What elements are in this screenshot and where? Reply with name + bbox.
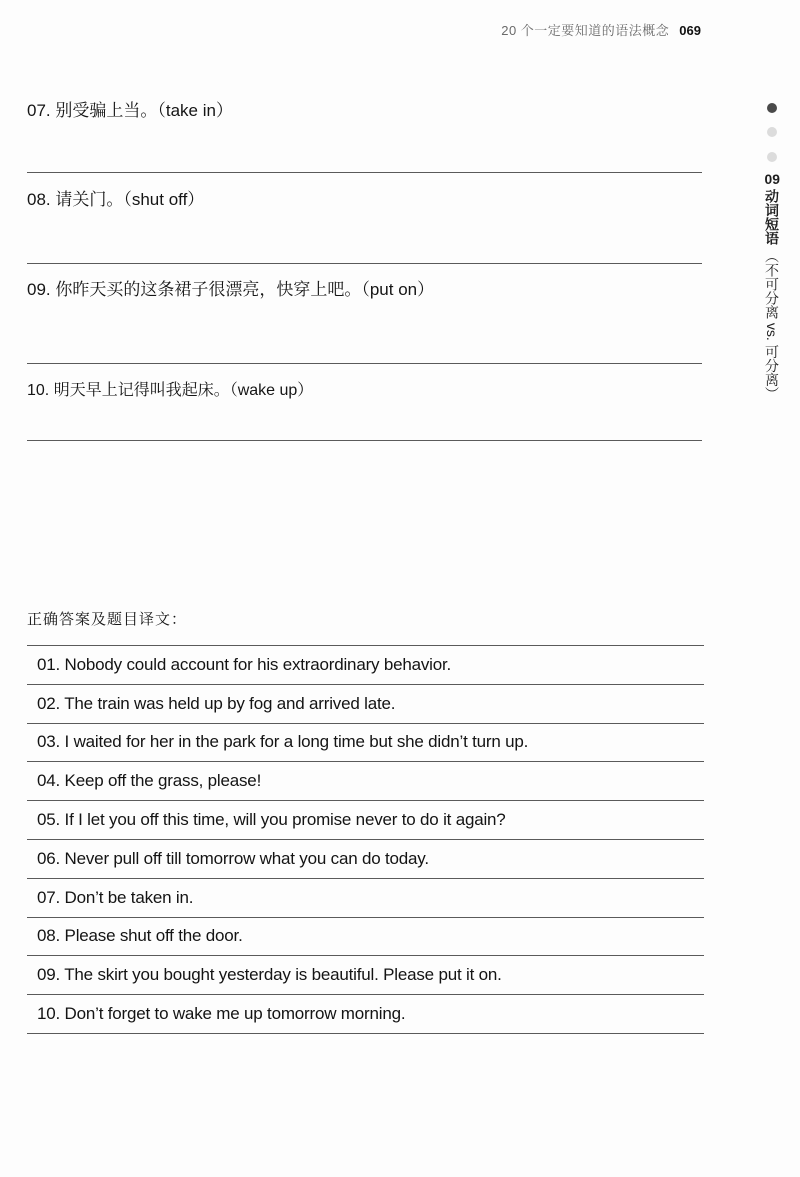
answer-writing-line — [27, 172, 702, 173]
page-number: 069 — [679, 23, 701, 38]
answer-writing-line — [27, 263, 702, 264]
answer-writing-line — [27, 440, 702, 441]
chapter-tab-subtitle: （不可分离 vs. 可分离） — [764, 249, 780, 401]
chapter-number: 09 — [764, 172, 780, 186]
chapter-tab-title: 动词短语 — [764, 189, 780, 245]
chapter-indicator-dot — [767, 152, 777, 162]
question-08: 08. 请关门。（shut off） — [27, 190, 205, 209]
question-10: 10. 明天早上记得叫我起床。（wake up） — [27, 382, 314, 399]
answers-list — [27, 645, 704, 1034]
answer-writing-line — [27, 363, 702, 364]
side-chapter-tab — [762, 172, 782, 401]
chapter-title: 20 个一定要知道的语法概念 — [501, 23, 670, 38]
answer-item: 10. Don’t forget to wake me up tomorrow morning. — [27, 995, 704, 1034]
chapter-indicator-dot — [767, 127, 777, 137]
answer-item: 07. Don’t be taken in. — [27, 879, 704, 918]
chapter-indicator-dot — [767, 103, 777, 113]
answer-item: 09. The skirt you bought yesterday is beautiful. Please put it on. — [27, 956, 704, 995]
answer-item: 04. Keep off the grass, please! — [27, 762, 704, 801]
answer-item: 02. The train was held up by fog and arrived late. — [27, 685, 704, 724]
answer-item: 05. If I let you off this time, will you promise never to do it again? — [27, 801, 704, 840]
question-09: 09. 你昨天买的这条裙子很漂亮，快穿上吧。（put on） — [27, 280, 435, 299]
answer-item: 08. Please shut off the door. — [27, 918, 704, 957]
answer-item: 06. Never pull off till tomorrow what you can do today. — [27, 840, 704, 879]
answers-heading: 正确答案及题目译文： — [27, 611, 188, 628]
running-header — [501, 22, 701, 40]
question-07: 07. 别受骗上当。（take in） — [27, 101, 233, 120]
answer-item: 01. Nobody could account for his extraordinary behavior. — [27, 646, 704, 685]
answer-item: 03. I waited for her in the park for a long time but she didn’t turn up. — [27, 724, 704, 763]
